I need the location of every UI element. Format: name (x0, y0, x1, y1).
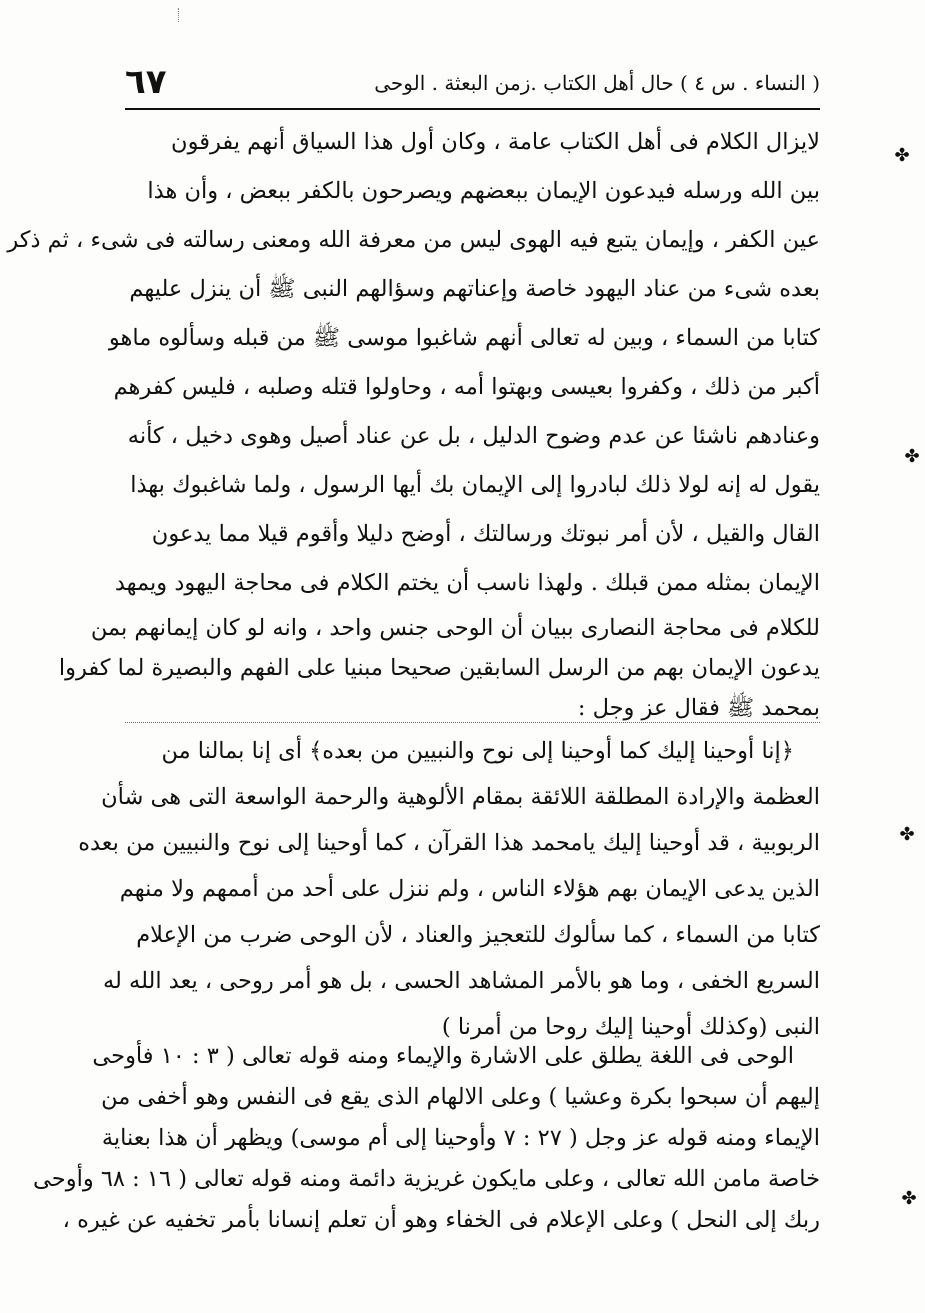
text-line: إليهم أن سبحوا بكرة وعشيا ) وعلى الالهام الذى يقع فى النفس وهو أخفى من (101, 1084, 820, 1110)
quran-verse-line: ﴿إنا أوحينا إليك كما أوحينا إلى نوح والنبيين من بعده﴾ أى إنا بمالنا من (161, 738, 794, 764)
text-line: الوحى فى اللغة يطلق على الاشارة والإيماء ومنه قوله تعالى ( ٣ : ١٠ فأوحى (92, 1043, 794, 1069)
margin-ornament-icon: ✤ (901, 1188, 917, 1209)
margin-ornament-icon: ✤ (899, 824, 915, 845)
text-line: القال والقيل ، لأن أمر نبوتك ورسالتك ، أوضح دليلا وأقوم قيلا مما يدعون (151, 521, 820, 547)
section-separator (125, 722, 820, 723)
running-title: ( النساء . س ٤ ) حال أهل الكتاب .زمن البعثة . الوحى (374, 71, 820, 95)
text-line: بعده شىء من عناد اليهود خاصة وإعناتهم وسؤالهم النبى ﷺ أن ينزل عليهم (129, 276, 820, 302)
page-header (125, 62, 820, 104)
paragraph-definition (33, 1036, 820, 1241)
margin-ornament-icon: ✤ (894, 145, 910, 166)
text-line: الذين يدعى الإيمان بهم هؤلاء الناس ، ولم ننزل على أحد من أممهم ولا منهم (119, 876, 820, 902)
text-line: لايزال الكلام فى أهل الكتاب عامة ، وكان أول هذا السياق أنهم يفرقون (171, 129, 820, 155)
text-line: عين الكفر ، وإيمان يتبع فيه الهوى ليس من معرفة الله ومعنى رسالته فى شىء ، ثم ذكر (7, 227, 820, 253)
text-line: خاصة مامن الله تعالى ، وعلى مايكون غريزية دائمة ومنه قوله تعالى ( ١٦ : ٦٨ وأوحى (33, 1166, 820, 1192)
text-line: بين الله ورسله فيدعون الإيمان ببعضهم ويصرحون بالكفر ببعض ، وأن هذا (147, 178, 820, 204)
paragraph-verse-commentary (78, 728, 820, 1050)
text-line: ربك إلى النحل ) وعلى الإعلام فى الخفاء وهو أن تعلم إنسانا بأمر تخفيه عن غيره ، (62, 1207, 820, 1233)
text-line: يقول له إنه لولا ذلك لبادروا إلى الإيمان بك أيها الرسول ، ولما شاغبوك بهذا (130, 472, 820, 498)
text-line: الإيمان بمثله ممن قبلك . ولهذا ناسب أن يختم الكلام فى محاجة اليهود ويمهد (114, 570, 820, 596)
text-line: كتابا من السماء ، وبين له تعالى أنهم شاغبوا موسى ﷺ من قبله وسألوه ماهو (108, 325, 820, 351)
text-line: بمحمد ﷺ فقال عز وجل : (577, 695, 820, 721)
text-line: السريع الخفى ، وما هو بالأمر المشاهد الحسى ، بل هو أمر روحى ، يعد الله له (102, 968, 820, 994)
text-line: يدعون الإيمان بهم من الرسل السابقين صحيحا مبنيا على الفهم والبصيرة لما كفروا (58, 655, 820, 681)
text-line: الإيماء ومنه قوله عز وجل ( ٢٧ : ٧ وأوحينا إلى أم موسى) ويظهر أن هذا بعناية (101, 1125, 820, 1151)
text-line: النبى (وكذلك أوحينا إليك روحا من أمرنا ) (441, 1014, 820, 1040)
text-line: العظمة والإرادة المطلقة اللائقة بمقام الألوهية والرحمة الواسعة التى هى شأن (101, 784, 820, 810)
scan-mark (178, 8, 183, 22)
margin-ornament-icon: ✤ (904, 446, 920, 467)
text-line: أكبر من ذلك ، وكفروا بعيسى وبهتوا أمه ، وحاولوا قتله وصلبه ، فليس كفرهم (113, 374, 820, 400)
paragraph-context (7, 118, 820, 728)
header-rule (125, 108, 820, 110)
page-number: ٦٧ (125, 62, 167, 102)
text-line: الربوبية ، قد أوحينا إليك يامحمد هذا القرآن ، كما أوحينا إلى نوح والنبيين من بعده (78, 830, 820, 856)
text-line: وعنادهم ناشئا عن عدم وضوح الدليل ، بل عن عناد أصيل وهوى دخيل ، كأنه (127, 423, 820, 449)
text-line: كتابا من السماء ، كما سألوك للتعجيز والعناد ، لأن الوحى ضرب من الإعلام (136, 922, 820, 948)
text-line: للكلام فى محاجة النصارى ببيان أن الوحى جنس واحد ، وانه لو كان إيمانهم بمن (90, 615, 820, 641)
